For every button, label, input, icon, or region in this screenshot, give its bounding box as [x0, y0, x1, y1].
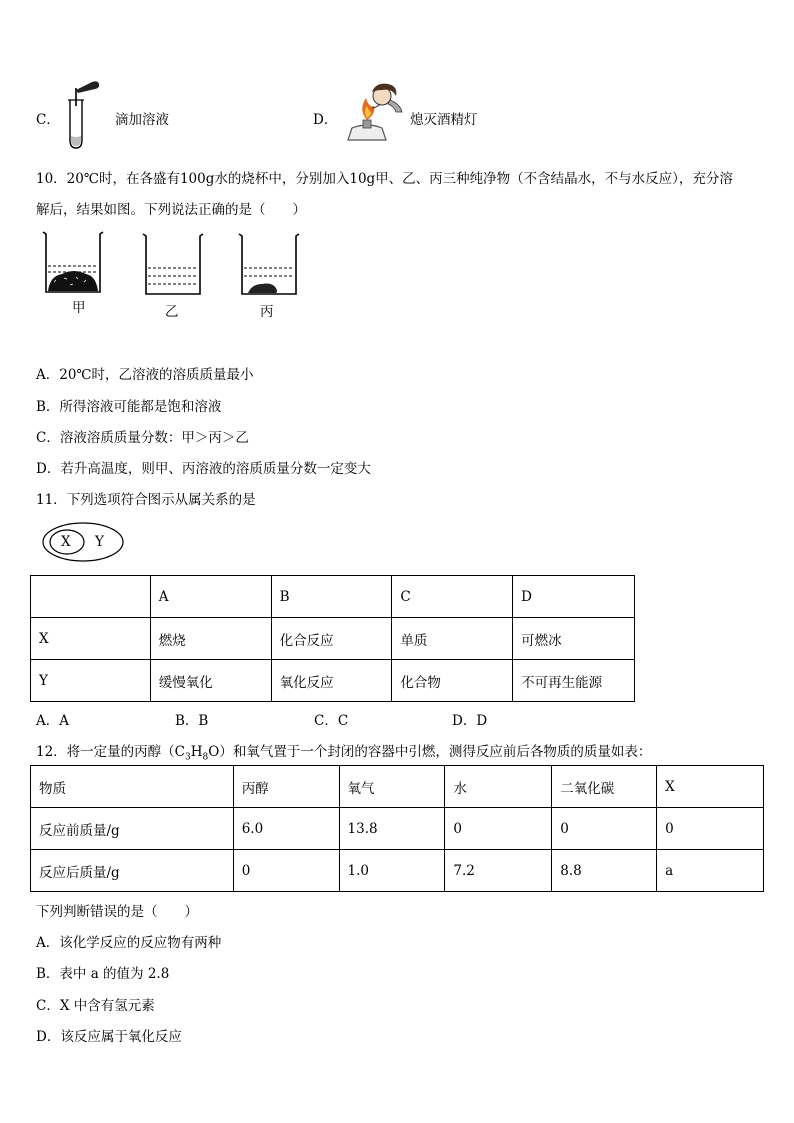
- q11-answer-a: A．A: [36, 713, 69, 729]
- q11-answer-b: B．B: [175, 713, 209, 729]
- q10-option-c: C．溶液溶质质量分数：甲＞丙＞乙: [36, 430, 249, 446]
- table-cell: A: [150, 576, 271, 618]
- table-cell: 7.2: [445, 850, 552, 892]
- q12-stem-part: O）和氧气置于一个封闭的容器中引燃，测得反应前后各物质的质量如表：: [208, 744, 652, 760]
- q10-option-d: D．若升高温度，则甲、丙溶液的溶质质量分数一定变大: [36, 461, 371, 477]
- table-cell: 0: [657, 808, 764, 850]
- q10-option-b: B．所得溶液可能都是饱和溶液: [36, 399, 222, 415]
- table-cell: 0: [233, 850, 339, 892]
- table-cell: 化合反应: [271, 618, 392, 660]
- table-cell: 反应前质量/g: [31, 808, 234, 850]
- q11-answer-c: C．C: [314, 713, 349, 729]
- q12-stem: [36, 740, 651, 763]
- q12-stem-part: H: [190, 744, 203, 760]
- beaker-yi: [140, 232, 206, 298]
- q12-question: 下列判断错误的是（ ）: [36, 904, 198, 920]
- q9-option-c-text: 滴加溶液: [115, 112, 169, 128]
- table-cell: B: [271, 576, 392, 618]
- table-cell: 0: [445, 808, 552, 850]
- table-cell: 二氧化碳: [552, 766, 657, 808]
- q10-option-a: A．20℃时，乙溶液的溶质质量最小: [36, 367, 254, 383]
- table-cell: C: [392, 576, 513, 618]
- table-cell: 氧气: [339, 766, 445, 808]
- table-cell: 丙醇: [233, 766, 339, 808]
- table-cell: 13.8: [339, 808, 445, 850]
- diagram-label-y: Y: [95, 534, 104, 550]
- beaker-bing: [236, 232, 302, 298]
- q12-option-a: A．该化学反应的反应物有两种: [36, 935, 222, 951]
- table-cell: 化合物: [392, 660, 513, 702]
- q12-table: [30, 765, 764, 892]
- table-cell: X: [657, 766, 764, 808]
- table-cell: 燃烧: [150, 618, 271, 660]
- q10-stem-line2: 解后，结果如图。下列说法正确的是（ ）: [36, 202, 306, 218]
- table-cell: 单质: [392, 618, 513, 660]
- table-cell: 6.0: [233, 808, 339, 850]
- q11-stem: 11．下列选项符合图示从属关系的是: [36, 492, 256, 508]
- table-row: [31, 618, 635, 660]
- table-cell: D: [513, 576, 635, 618]
- table-row: [31, 850, 764, 892]
- table-cell: X: [31, 618, 151, 660]
- q10-stem-line1: 10．20℃时，在各盛有100g水的烧杯中，分别加入10g甲、乙、丙三种纯净物（不含结晶水，不与水反应），充分溶: [36, 171, 733, 187]
- table-cell: 不可再生能源: [513, 660, 635, 702]
- table-cell: 水: [445, 766, 552, 808]
- q9-option-d-letter: D．: [313, 112, 338, 128]
- table-cell: 0: [552, 808, 657, 850]
- table-cell: a: [657, 850, 764, 892]
- table-row: [31, 766, 764, 808]
- q12-stem-part: 12．将一定量的丙醇（C: [36, 744, 186, 760]
- diagram-label-x: X: [61, 534, 71, 550]
- table-cell: 可燃冰: [513, 618, 635, 660]
- q12-option-d: D．该反应属于氧化反应: [36, 1029, 182, 1045]
- q12-stem-subscript: 3: [185, 752, 191, 763]
- q12-option-b: B．表中 a 的值为 2.8: [36, 966, 170, 982]
- table-cell: 缓慢氧化: [150, 660, 271, 702]
- beaker-label-jia: 甲: [72, 300, 86, 316]
- q9-option-c-letter: C．: [36, 112, 60, 128]
- q11-answer-d: D．D: [452, 713, 488, 729]
- table-row: [31, 576, 635, 618]
- beaker-label-bing: 丙: [260, 304, 274, 320]
- table-cell: 8.8: [552, 850, 657, 892]
- table-row: [31, 808, 764, 850]
- q9-option-d-text: 熄灭酒精灯: [410, 112, 478, 128]
- table-cell: 1.0: [339, 850, 445, 892]
- q12-stem-subscript: 8: [202, 752, 209, 763]
- table-cell: 氧化反应: [271, 660, 392, 702]
- q12-option-c: C．X 中含有氢元素: [36, 998, 155, 1014]
- table-cell: Y: [31, 660, 151, 702]
- table-cell: 反应后质量/g: [31, 850, 234, 892]
- q11-table: [30, 575, 635, 702]
- table-cell: 物质: [31, 766, 234, 808]
- table-row: [31, 660, 635, 702]
- beaker-jia: [40, 230, 106, 296]
- table-cell: [31, 576, 151, 618]
- beaker-label-yi: 乙: [165, 304, 179, 320]
- dropper-test-tube-icon: [62, 80, 112, 152]
- extinguish-alcohol-lamp-icon: [336, 82, 408, 152]
- nested-ellipse-diagram: [42, 522, 124, 562]
